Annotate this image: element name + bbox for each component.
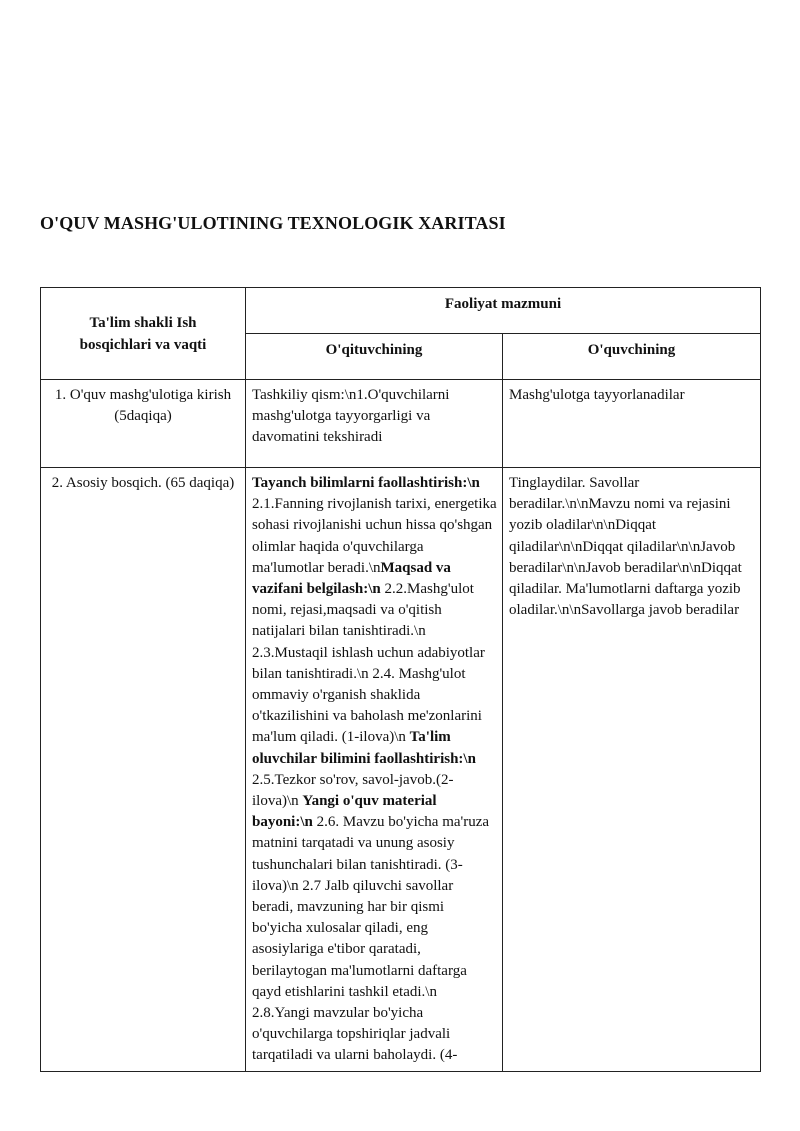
student-text: Mashg'ulotga tayyorlanadilar — [509, 387, 685, 403]
header-stage-label: Ta'lim shakli Ish bosqichlari va vaqti — [79, 314, 207, 353]
teacher-paragraph: 2.2.Mashg'ulot nomi, rejasi,maqsadi va o'qitish natijalari bilan tanishtiradi.\n 2.3.Mustaqil ishlash uchun adabiyotlar bilan tanishtiradi.\n 2.4. Mashg'ulot ommaviy o'rganish shaklida o'tkazilishini va baholash me'zonlarini ma'lum qiladi. (1-ilova)\n — [252, 581, 485, 746]
stage-text: 2. Asosiy bosqich. (65 daqiqa) — [51, 475, 235, 491]
table-row — [41, 380, 761, 468]
teacher-text: Tashkiliy qism:\n1.O'quvchilarni mashg'ulotga tayyorgarligi va davomatini tekshiradi — [252, 387, 450, 446]
table-row — [41, 468, 761, 1072]
stage-text: 1. O'quv mashg'ulotiga kirish (5daqiqa) — [54, 387, 232, 425]
stage-cell — [41, 468, 246, 1072]
header-teacher-label: O'qituvchining — [325, 342, 423, 358]
header-student-cell — [503, 334, 761, 380]
teacher-cell — [246, 380, 503, 468]
teacher-paragraph: 2.1.Fanning rivojlanish tarixi, energetika sohasi rivojlanishi uchun hissa qo'shgan olimlar haqida o'quvchilarga ma'lumotlar beradi.\n — [252, 496, 497, 576]
teacher-heading: Maqsad va vazifani belgilash:\n — [252, 559, 451, 598]
teacher-heading: Tayanch bilimlarni faollashtirish:\n — [252, 475, 480, 491]
header-activity-cell — [246, 288, 761, 334]
teacher-paragraph: 2.6. Mavzu bo'yicha ma'ruza matnini tarqatadi va unung asosiy tushunchalari bilan tanishtiradi. (3-ilova)\n 2.7 Jalb qiluvchi savollar beradi, mavzuning har bir qismi bo'yicha xulosalar qiladi, eng asosiylariga e'tibor qaratadi, berilaytogan ma'lumotlarni daftarga qayd etishlarini tashkil etadi.\n 2.8.Yangi mavzular bo'yicha o'quvchilarga topshiriqlar jadvali tarqatiladi va ularni baholaydi. (4- — [252, 814, 490, 1064]
student-cell — [503, 380, 761, 468]
teacher-text — [246, 468, 502, 1066]
header-activity-label: Faoliyat mazmuni — [444, 296, 562, 312]
student-text: Tinglaydilar. Savollar beradilar.\n\nMavzu nomi va rejasini yozib oladilar\n\nDiqqat qiladilar\n\nDiqqat qiladilar\n\nJavob beradilar\n\nJavob beradilar\n\nDiqqat qiladilar. Ma'lumotlarni daftarga yozib oladilar.\n\nSavollarga javob beradilar — [509, 475, 742, 619]
teacher-paragraph: 2.5.Tezkor so'rov, savol-javob.(2-ilova)\n — [252, 771, 454, 810]
header-stage-cell — [41, 288, 246, 380]
teacher-cell — [246, 468, 503, 1072]
stage-cell — [41, 380, 246, 468]
teacher-heading: Ta'lim oluvchilar bilimini faollashtirish:\n — [252, 729, 476, 767]
page-title: O'QUV MASHG'ULOTINING TEXNOLOGIK XARITASI — [40, 213, 506, 233]
teacher-heading: Yangi o'quv material bayoni:\n — [252, 793, 437, 831]
student-cell — [503, 468, 761, 1072]
header-student-label: O'quvchining — [587, 342, 676, 358]
technology-map-table — [40, 287, 761, 1072]
header-teacher-cell — [246, 334, 503, 380]
table-header-row — [41, 288, 761, 334]
